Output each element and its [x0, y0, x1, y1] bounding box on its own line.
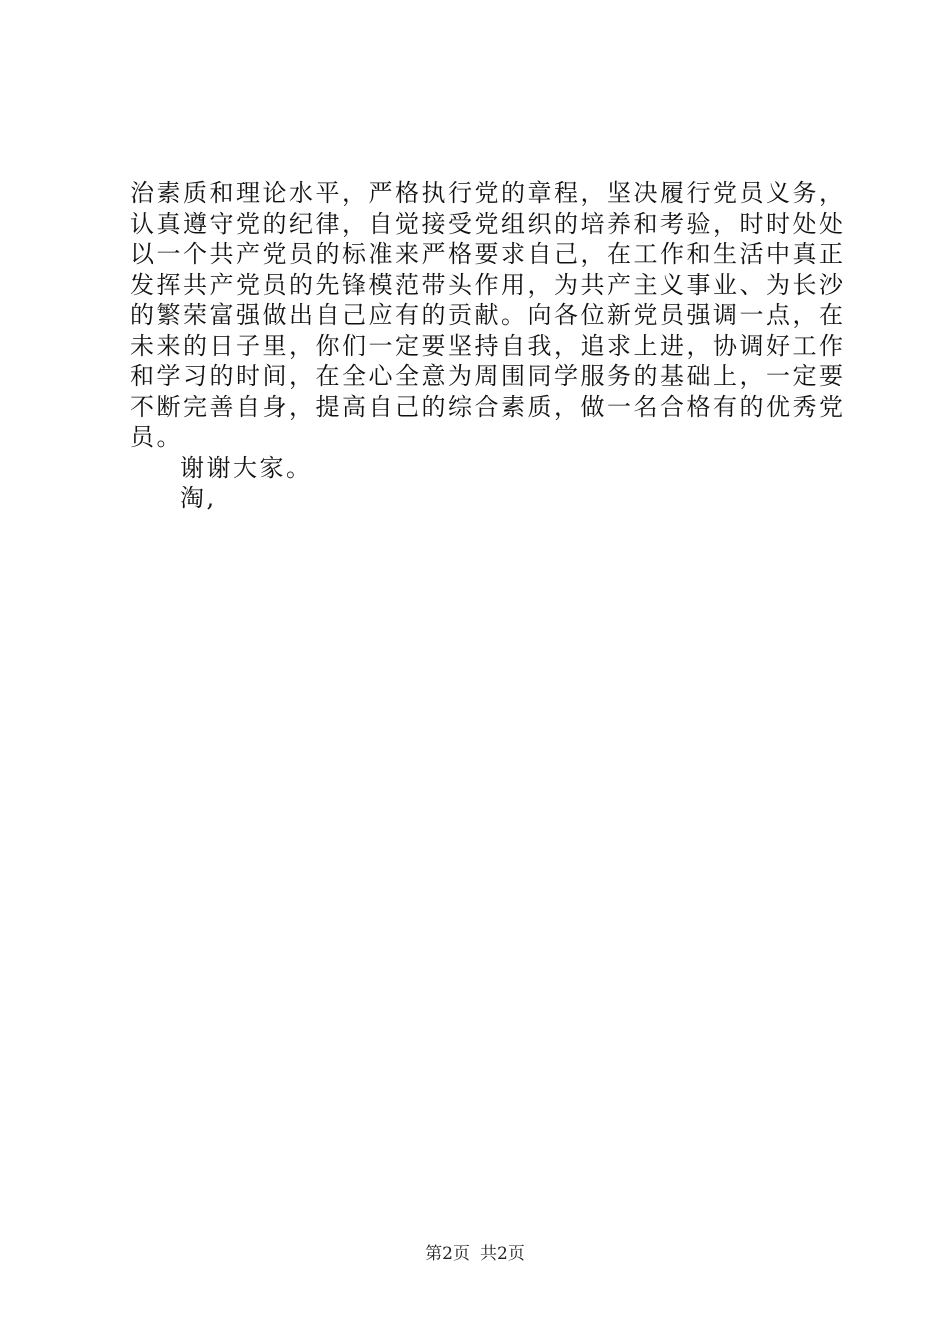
- page-number-current: 第2页: [425, 1244, 470, 1264]
- document-body: [130, 178, 846, 514]
- paragraph-line-6: 未来的日子里，你们一定要坚持自我，追求上进，协调好工作: [130, 331, 846, 360]
- paragraph-line-1: 治素质和理论水平，严格执行党的章程，坚决履行党员义务，: [130, 179, 846, 207]
- paragraph-line-3: 以一个共产党员的标准来严格要求自己，在工作和生活中真正: [130, 240, 846, 268]
- paragraph-line-8: 不断完善自身，提高自己的综合素质，做一名合格有的优秀党: [130, 392, 846, 421]
- paragraph-line-7: 和学习的时间，在全心全意为周围同学服务的基础上，一定要: [130, 362, 846, 390]
- paragraph-line-5: 的繁荣富强做出自己应有的贡献。向各位新党员强调一点，在: [130, 301, 846, 329]
- page-footer: [0, 1243, 950, 1265]
- page-number-total: 共2页: [480, 1244, 525, 1264]
- paragraph-line-9: 员。: [130, 423, 183, 451]
- paragraph-line-2: 认真遵守党的纪律，自觉接受党组织的培养和考验，时时处处: [130, 209, 846, 238]
- tao-line: 淘,: [180, 484, 217, 512]
- paragraph-line-4: 发挥共产党员的先锋模范带头作用，为共产主义事业、为长沙: [130, 270, 846, 299]
- thanks-line: 谢谢大家。: [180, 453, 313, 482]
